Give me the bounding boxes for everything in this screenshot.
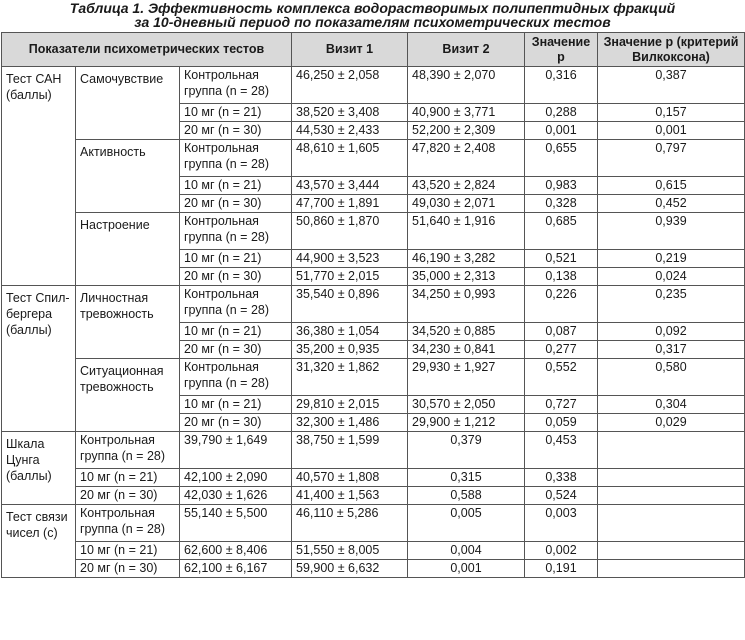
p-cell: 0,727 xyxy=(525,396,598,414)
p-cell: 0,655 xyxy=(525,140,598,177)
group-cell: 10 мг (n = 21) xyxy=(76,469,180,487)
visit2-cell: 40,900 ± 3,771 xyxy=(408,104,525,122)
group-cell: Контрольная группа (n = 28) xyxy=(76,432,180,469)
visit1-cell: 62,600 ± 8,406 xyxy=(180,542,292,560)
visit2-cell: 51,550 ± 8,005 xyxy=(292,542,408,560)
header-p-value: Значение р xyxy=(525,33,598,67)
p-cell: 0,059 xyxy=(525,414,598,432)
visit2-cell: 52,200 ± 2,309 xyxy=(408,122,525,140)
visit2-cell: 46,190 ± 3,282 xyxy=(408,250,525,268)
table-row xyxy=(2,67,745,104)
visit1-cell: 46,250 ± 2,058 xyxy=(292,67,408,104)
table-row xyxy=(2,487,745,505)
visit2-cell: 29,900 ± 1,212 xyxy=(408,414,525,432)
visit1-cell: 35,540 ± 0,896 xyxy=(292,286,408,323)
group-cell: Контрольная группа (n = 28) xyxy=(180,140,292,177)
empty-cell xyxy=(598,432,745,469)
p-cell: 0,552 xyxy=(525,359,598,396)
pw-cell: 0,092 xyxy=(598,323,745,341)
caption-line-2: за 10-дневный период по показателям психометрических тестов xyxy=(134,14,611,30)
empty-cell xyxy=(598,487,745,505)
p-cell: 0,004 xyxy=(408,542,525,560)
p-cell: 0,379 xyxy=(408,432,525,469)
visit2-cell: 48,390 ± 2,070 xyxy=(408,67,525,104)
visit1-cell: 48,610 ± 1,605 xyxy=(292,140,408,177)
p-cell: 0,315 xyxy=(408,469,525,487)
group-cell: 20 мг (n = 30) xyxy=(180,341,292,359)
visit2-cell: 34,520 ± 0,885 xyxy=(408,323,525,341)
pw-cell: 0,580 xyxy=(598,359,745,396)
p-cell: 0,138 xyxy=(525,268,598,286)
table-row xyxy=(2,432,745,469)
pw-cell: 0,024 xyxy=(598,268,745,286)
visit1-cell: 50,860 ± 1,870 xyxy=(292,213,408,250)
p-cell: 0,588 xyxy=(408,487,525,505)
visit1-cell: 36,380 ± 1,054 xyxy=(292,323,408,341)
subtest-wellbeing: Самочувствие xyxy=(76,67,180,140)
pw-cell: 0,003 xyxy=(525,505,598,542)
test-san: Тест САН (баллы) xyxy=(2,67,76,286)
test-zung: Шкала Цунга (баллы) xyxy=(2,432,76,505)
visit1-cell: 42,100 ± 2,090 xyxy=(180,469,292,487)
group-cell: 20 мг (n = 30) xyxy=(180,195,292,213)
pw-cell: 0,001 xyxy=(598,122,745,140)
p-cell: 0,983 xyxy=(525,177,598,195)
empty-cell xyxy=(598,560,745,578)
visit2-cell: 49,030 ± 2,071 xyxy=(408,195,525,213)
visit2-cell: 47,820 ± 2,408 xyxy=(408,140,525,177)
group-cell: 20 мг (n = 30) xyxy=(76,487,180,505)
visit2-cell: 59,900 ± 6,632 xyxy=(292,560,408,578)
visit1-cell: 44,530 ± 2,433 xyxy=(292,122,408,140)
visit1-cell: 43,570 ± 3,444 xyxy=(292,177,408,195)
visit2-cell: 34,250 ± 0,993 xyxy=(408,286,525,323)
group-cell: Контрольная группа (n = 28) xyxy=(76,505,180,542)
visit1-cell: 47,700 ± 1,891 xyxy=(292,195,408,213)
group-cell: 10 мг (n = 21) xyxy=(180,396,292,414)
header-visit1: Визит 1 xyxy=(292,33,408,67)
p-cell: 0,001 xyxy=(408,560,525,578)
pw-cell: 0,939 xyxy=(598,213,745,250)
pw-cell: 0,029 xyxy=(598,414,745,432)
group-cell: Контрольная группа (n = 28) xyxy=(180,359,292,396)
empty-cell xyxy=(598,505,745,542)
pw-cell: 0,797 xyxy=(598,140,745,177)
visit1-cell: 51,770 ± 2,015 xyxy=(292,268,408,286)
visit1-cell: 31,320 ± 1,862 xyxy=(292,359,408,396)
pw-cell: 0,338 xyxy=(525,469,598,487)
empty-cell xyxy=(598,542,745,560)
pw-cell: 0,002 xyxy=(525,542,598,560)
visit1-cell: 38,520 ± 3,408 xyxy=(292,104,408,122)
visit2-cell: 34,230 ± 0,841 xyxy=(408,341,525,359)
visit2-cell: 51,640 ± 1,916 xyxy=(408,213,525,250)
table-row xyxy=(2,560,745,578)
visit1-cell: 62,100 ± 6,167 xyxy=(180,560,292,578)
group-cell: Контрольная группа (n = 28) xyxy=(180,286,292,323)
visit1-cell: 35,200 ± 0,935 xyxy=(292,341,408,359)
table-row xyxy=(2,542,745,560)
empty-cell xyxy=(598,469,745,487)
p-cell: 0,316 xyxy=(525,67,598,104)
subtest-activity: Активность xyxy=(76,140,180,213)
pw-cell: 0,191 xyxy=(525,560,598,578)
pw-cell: 0,524 xyxy=(525,487,598,505)
visit2-cell: 38,750 ± 1,599 xyxy=(292,432,408,469)
group-cell: Контрольная группа (n = 28) xyxy=(180,67,292,104)
visit1-cell: 32,300 ± 1,486 xyxy=(292,414,408,432)
group-cell: 20 мг (n = 30) xyxy=(180,122,292,140)
header-row xyxy=(2,33,745,67)
pw-cell: 0,235 xyxy=(598,286,745,323)
pw-cell: 0,157 xyxy=(598,104,745,122)
test-spielberger: Тест Спил-бергера (баллы) xyxy=(2,286,76,432)
table-caption xyxy=(0,0,745,32)
p-cell: 0,328 xyxy=(525,195,598,213)
group-cell: 20 мг (n = 30) xyxy=(180,268,292,286)
pw-cell: 0,317 xyxy=(598,341,745,359)
table-row xyxy=(2,505,745,542)
p-cell: 0,226 xyxy=(525,286,598,323)
test-trail: Тест связи чисел (с) xyxy=(2,505,76,578)
visit2-cell: 29,930 ± 1,927 xyxy=(408,359,525,396)
p-cell: 0,277 xyxy=(525,341,598,359)
results-table xyxy=(1,32,745,578)
table-row xyxy=(2,213,745,250)
pw-cell: 0,453 xyxy=(525,432,598,469)
table-row xyxy=(2,359,745,396)
visit1-cell: 39,790 ± 1,649 xyxy=(180,432,292,469)
visit2-cell: 41,400 ± 1,563 xyxy=(292,487,408,505)
group-cell: 10 мг (n = 21) xyxy=(180,104,292,122)
table-row xyxy=(2,140,745,177)
header-indicators: Показатели психометрических тестов xyxy=(2,33,292,67)
header-p-wilcoxon: Значение р (критерий Вилкоксона) xyxy=(598,33,745,67)
visit2-cell: 30,570 ± 2,050 xyxy=(408,396,525,414)
visit2-cell: 46,110 ± 5,286 xyxy=(292,505,408,542)
visit1-cell: 42,030 ± 1,626 xyxy=(180,487,292,505)
visit2-cell: 43,520 ± 2,824 xyxy=(408,177,525,195)
p-cell: 0,685 xyxy=(525,213,598,250)
header-visit2: Визит 2 xyxy=(408,33,525,67)
visit2-cell: 40,570 ± 1,808 xyxy=(292,469,408,487)
pw-cell: 0,304 xyxy=(598,396,745,414)
pw-cell: 0,615 xyxy=(598,177,745,195)
group-cell: 10 мг (n = 21) xyxy=(180,250,292,268)
table-row xyxy=(2,286,745,323)
subtest-mood: Настроение xyxy=(76,213,180,286)
group-cell: 10 мг (n = 21) xyxy=(76,542,180,560)
visit1-cell: 44,900 ± 3,523 xyxy=(292,250,408,268)
p-cell: 0,288 xyxy=(525,104,598,122)
group-cell: 10 мг (n = 21) xyxy=(180,177,292,195)
pw-cell: 0,387 xyxy=(598,67,745,104)
pw-cell: 0,452 xyxy=(598,195,745,213)
group-cell: 20 мг (n = 30) xyxy=(76,560,180,578)
visit2-cell: 35,000 ± 2,313 xyxy=(408,268,525,286)
p-cell: 0,521 xyxy=(525,250,598,268)
group-cell: Контрольная группа (n = 28) xyxy=(180,213,292,250)
subtest-personal-anxiety: Личностная тревожность xyxy=(76,286,180,359)
p-cell: 0,005 xyxy=(408,505,525,542)
group-cell: 10 мг (n = 21) xyxy=(180,323,292,341)
p-cell: 0,001 xyxy=(525,122,598,140)
table-row xyxy=(2,469,745,487)
p-cell: 0,087 xyxy=(525,323,598,341)
caption-line-1: Таблица 1. Эффективность комплекса водорастворимых полипептидных фракций xyxy=(69,0,676,16)
group-cell: 20 мг (n = 30) xyxy=(180,414,292,432)
visit1-cell: 55,140 ± 5,500 xyxy=(180,505,292,542)
visit1-cell: 29,810 ± 2,015 xyxy=(292,396,408,414)
pw-cell: 0,219 xyxy=(598,250,745,268)
subtest-situational-anxiety: Ситуационная тревожность xyxy=(76,359,180,432)
